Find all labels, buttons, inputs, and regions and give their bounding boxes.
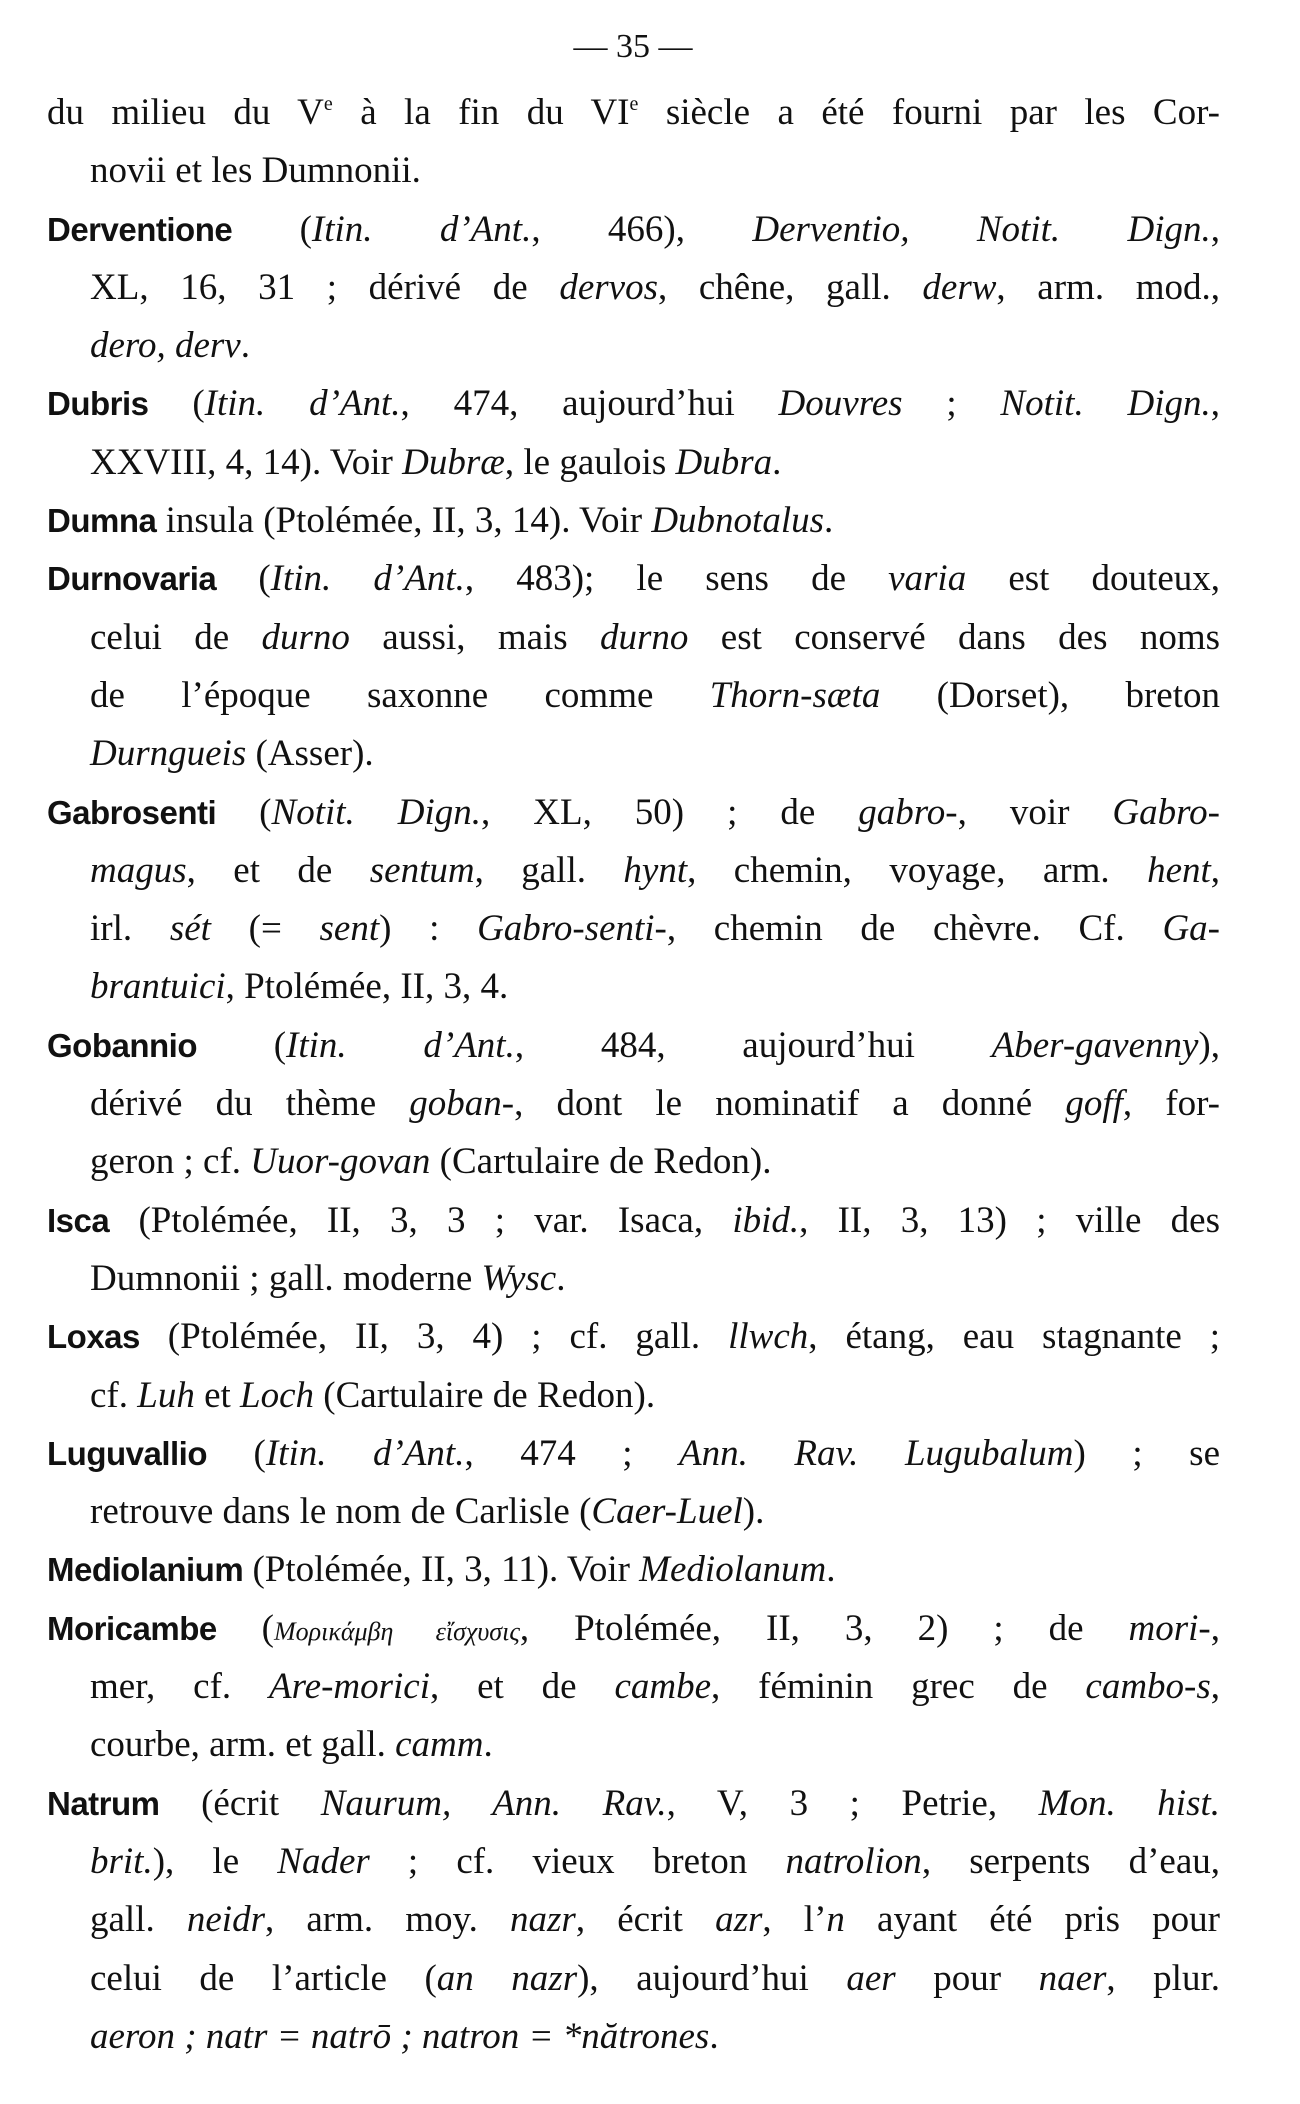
text-line: [47, 1017, 1220, 1075]
headword: Gabrosenti: [47, 793, 217, 831]
italic-text: hent: [1147, 849, 1211, 891]
italic-text: Dubnotalus: [651, 500, 825, 542]
italic-text: Durngueis: [90, 733, 247, 775]
text: , plur.: [1106, 1957, 1220, 1999]
text: , 474, aujourd’hui: [400, 383, 779, 425]
text: ,: [1210, 849, 1221, 891]
dictionary-entry: [47, 201, 1220, 376]
headword: Isca: [47, 1201, 110, 1239]
italic-text: durno: [261, 616, 350, 658]
italic-text: Ga-: [1162, 908, 1220, 950]
text: , Ptolémée, II, 3, 4.: [225, 966, 509, 1008]
text: ; cf. vieux breton: [369, 1840, 786, 1882]
text: , écrit: [575, 1899, 716, 1941]
text: Dumnonii ; gall. moderne: [90, 1257, 482, 1299]
text: , XL, 50) ; de: [481, 791, 859, 833]
italic-text: aer: [846, 1957, 896, 1999]
text-line: [47, 842, 1220, 900]
text: irl.: [90, 908, 170, 950]
text: , II, 3, 13) ; ville des: [799, 1199, 1221, 1241]
text: (écrit: [159, 1782, 321, 1824]
text: (=: [210, 908, 320, 950]
text: , 484, aujourd’hui: [514, 1024, 992, 1066]
italic-text: Nader: [277, 1840, 370, 1882]
text-line: [47, 142, 1220, 200]
text: , et de: [186, 849, 370, 891]
text: ,: [1210, 1666, 1221, 1708]
text: (: [216, 791, 272, 833]
italic-text: Douvres: [778, 383, 903, 425]
text: , chêne, gall.: [657, 266, 923, 308]
text-line: [47, 958, 1220, 1016]
text-line: [47, 900, 1220, 958]
italic-text: nazr: [510, 1899, 576, 1941]
text: ),: [1198, 1024, 1220, 1066]
text: insula (Ptolémée, II, 3, 14). Voir: [156, 500, 652, 542]
text: .: [709, 2015, 719, 2057]
dictionary-entry: [47, 1425, 1220, 1542]
italic-text: brit.: [90, 1840, 153, 1882]
text: mer, cf.: [90, 1666, 270, 1708]
text: (Dorset), breton: [880, 674, 1220, 716]
text: gall.: [90, 1899, 187, 1941]
text: .: [483, 1724, 493, 1766]
text-line: [47, 1950, 1220, 2008]
text-line: [47, 667, 1220, 725]
text: ), le: [152, 1840, 278, 1882]
dictionary-entry: [47, 1541, 1220, 1599]
continued-paragraph: [47, 84, 1220, 201]
italic-text: hynt: [623, 849, 688, 891]
text: .: [240, 325, 250, 367]
text: ayant été pris pour: [844, 1899, 1220, 1941]
text-line: [47, 201, 1220, 259]
text: ,: [1210, 208, 1220, 250]
text: ), aujourd’hui: [577, 1957, 847, 1999]
text: ,: [1210, 1607, 1220, 1649]
text-line: [47, 1658, 1220, 1716]
italic-text: Gabro-: [1112, 791, 1220, 833]
text: celui de: [90, 616, 262, 658]
text-line: [47, 1250, 1220, 1308]
text: (Ptolémée, II, 3, 11). Voir: [243, 1549, 640, 1591]
dictionary-entry: [47, 492, 1220, 550]
superscript: e: [323, 93, 333, 115]
italic-text: Thorn-sæta: [709, 674, 881, 716]
text: (: [196, 1024, 287, 1066]
text-line: [47, 1775, 1220, 1833]
dictionary-entry: [47, 1308, 1220, 1425]
text: du milieu du V: [47, 92, 324, 133]
italic-text: varia: [888, 558, 967, 600]
text: XXVIII, 4, 14). Voir: [90, 441, 403, 483]
text: , V, 3 ; Petrie,: [666, 1782, 1039, 1824]
text: ;: [902, 383, 1001, 425]
italic-text: cambo-s: [1085, 1666, 1211, 1708]
text-line: [47, 84, 1220, 142]
italic-text: Gabro-senti-: [477, 908, 667, 950]
italic-text: Uuor-govan: [250, 1141, 431, 1183]
italic-text: Notit. Dign.: [271, 791, 482, 833]
text: (: [207, 1432, 266, 1474]
text: et: [194, 1374, 241, 1416]
italic-text: gabro-: [858, 791, 958, 833]
text: , dont le nominatif a donné: [514, 1083, 1066, 1125]
italic-text: mori-: [1128, 1607, 1211, 1649]
text: ,: [1210, 383, 1220, 425]
text: ).: [742, 1491, 765, 1533]
page-number: — 35 —: [573, 28, 693, 65]
italic-text: Itin. d’Ant.: [265, 1432, 465, 1474]
text: novii et les Dumnonii.: [90, 150, 421, 192]
text: , l’: [762, 1899, 827, 1941]
italic-text: azr: [715, 1899, 763, 1941]
italic-text: sét: [169, 908, 211, 950]
italic-text: Caer-Luel: [591, 1491, 743, 1533]
text: , étang, eau stagnante ;: [808, 1316, 1220, 1358]
text-line: [47, 1600, 1220, 1658]
text: , voir: [957, 791, 1113, 833]
text: (Ptolémée, II, 3, 4) ; cf. gall.: [139, 1316, 729, 1358]
text: , chemin de chèvre. Cf.: [666, 908, 1163, 950]
text-line: [47, 609, 1220, 667]
text: dérivé du thème: [90, 1083, 410, 1125]
italic-text: Dubra: [675, 441, 773, 483]
text: , arm. mod.,: [996, 266, 1220, 308]
text-line: [47, 1367, 1220, 1425]
headword: Dumna: [47, 502, 157, 540]
italic-text: Aber-gavenny: [991, 1024, 1199, 1066]
greek-text: Μορικάμβη εἴσχυσις: [274, 1616, 520, 1646]
italic-text: camm: [395, 1724, 484, 1766]
dictionary-entry: [47, 550, 1220, 783]
text-line: [47, 1483, 1220, 1541]
italic-text: sent: [319, 908, 380, 950]
text: (: [216, 1607, 275, 1649]
italic-text: Notit. Dign.: [1000, 383, 1211, 425]
text-line: [47, 1541, 1220, 1599]
italic-text: Wysc: [481, 1257, 557, 1299]
headword: Moricambe: [47, 1609, 217, 1647]
text: est conservé dans des noms: [688, 616, 1220, 658]
text-line: [47, 725, 1220, 783]
dictionary-entry: [47, 375, 1220, 492]
headword: Natrum: [47, 1784, 160, 1822]
italic-text: Ann. Rav. Lugubalum: [679, 1432, 1074, 1474]
text: (: [216, 558, 271, 600]
italic-text: brantuici: [90, 966, 226, 1008]
headword: Durnovaria: [47, 560, 217, 598]
text: celui de l’article (: [90, 1957, 437, 1999]
dictionary-entry: [47, 1775, 1220, 2066]
text-line: [47, 1891, 1220, 1949]
text: , for-: [1122, 1083, 1220, 1125]
italic-text: aeron ; natr = natrō ; natron = *nătrones: [90, 2015, 710, 2057]
italic-text: Mon. hist.: [1038, 1782, 1221, 1824]
headword: Mediolanium: [47, 1551, 244, 1589]
italic-text: Itin. d’Ant.: [286, 1024, 515, 1066]
text: cf.: [90, 1374, 138, 1416]
italic-text: n: [826, 1899, 845, 1941]
headword: Loxas: [47, 1318, 140, 1356]
italic-text: dero, derv: [90, 325, 241, 367]
italic-text: an nazr: [436, 1957, 578, 1999]
text: à la fin du VI: [332, 92, 630, 133]
headword: Luguvallio: [47, 1434, 207, 1472]
text: pour: [895, 1957, 1039, 1999]
text: (Cartulaire de Redon).: [430, 1141, 772, 1183]
italic-text: Itin. d’Ant.: [204, 383, 401, 425]
italic-text: neidr: [186, 1899, 265, 1941]
italic-text: naer: [1038, 1957, 1107, 1999]
text: de l’époque saxonne comme: [90, 674, 710, 716]
text: , gall.: [474, 849, 624, 891]
headword: Gobannio: [47, 1026, 197, 1064]
text: ) ; se: [1073, 1432, 1220, 1474]
text-line: [47, 317, 1220, 375]
italic-text: goban-: [409, 1083, 515, 1125]
text: , arm. moy.: [264, 1899, 511, 1941]
text-line: [47, 1716, 1220, 1774]
italic-text: Itin. d’Ant.: [311, 208, 532, 250]
italic-text: durno: [600, 616, 689, 658]
text-line: [47, 1192, 1220, 1250]
text-line: [47, 550, 1220, 608]
text: , le gaulois: [504, 441, 676, 483]
text: .: [826, 1549, 836, 1591]
text: (Cartulaire de Redon).: [314, 1374, 656, 1416]
text: , féminin grec de: [711, 1666, 1086, 1708]
superscript: e: [629, 93, 639, 115]
headword: Derventione: [47, 210, 233, 248]
text: (: [232, 208, 312, 250]
text: , chemin, voyage, arm.: [687, 849, 1148, 891]
text: ) :: [379, 908, 478, 950]
text: (: [148, 383, 205, 425]
italic-text: natrolion: [785, 1840, 922, 1882]
text-line: [47, 2008, 1220, 2066]
text-line: [47, 492, 1220, 550]
italic-text: Loch: [240, 1374, 315, 1416]
italic-text: Derventio, Notit. Dign.: [752, 208, 1211, 250]
italic-text: magus: [90, 849, 187, 891]
text: , 474 ;: [464, 1432, 680, 1474]
italic-text: llwch: [728, 1316, 809, 1358]
dictionary-text: [47, 84, 1220, 2066]
text: aussi, mais: [349, 616, 601, 658]
headword: Dubris: [47, 385, 149, 423]
text-line: [47, 259, 1220, 317]
text: .: [824, 500, 834, 542]
text: est douteux,: [966, 558, 1220, 600]
text-line: [47, 784, 1220, 842]
italic-text: dervos: [559, 266, 658, 308]
italic-text: cambe: [614, 1666, 712, 1708]
italic-text: Dubræ: [402, 441, 505, 483]
dictionary-entry: [47, 1192, 1220, 1309]
italic-text: Mediolanum: [639, 1549, 827, 1591]
italic-text: Itin. d’Ant.: [270, 558, 465, 600]
text: retrouve dans le nom de Carlisle (: [90, 1491, 592, 1533]
dictionary-entry: [47, 1600, 1220, 1775]
italic-text: sentum: [369, 849, 475, 891]
italic-text: Are-morici: [269, 1666, 430, 1708]
text: courbe, arm. et gall.: [90, 1724, 396, 1766]
dictionary-entry: [47, 1017, 1220, 1192]
text-line: [47, 1425, 1220, 1483]
text: , et de: [430, 1666, 615, 1708]
text: XL, 16, 31 ; dérivé de: [90, 266, 560, 308]
text: siècle a été fourni par les Cor-: [638, 92, 1220, 133]
text: .: [772, 441, 782, 483]
italic-text: ibid.: [732, 1199, 800, 1241]
italic-text: Luh: [137, 1374, 195, 1416]
text-line: [47, 1133, 1220, 1191]
text: , 466),: [531, 208, 753, 250]
text: , 483); le sens de: [464, 558, 889, 600]
text: , Ptolémée, II, 3, 2) ; de: [519, 1607, 1129, 1649]
text: geron ; cf.: [90, 1141, 251, 1183]
text: (Ptolémée, II, 3, 3 ; var. Isaca,: [109, 1199, 733, 1241]
text-line: [47, 1833, 1220, 1891]
text-line: [47, 1308, 1220, 1366]
italic-text: derw: [922, 266, 997, 308]
text-line: [47, 375, 1220, 433]
text: , serpents d’eau,: [921, 1840, 1220, 1882]
dictionary-entry: [47, 784, 1220, 1017]
text: .: [556, 1257, 566, 1299]
italic-text: Naurum, Ann. Rav.: [320, 1782, 667, 1824]
italic-text: goff: [1065, 1083, 1123, 1125]
text-line: [47, 1075, 1220, 1133]
text-line: [47, 434, 1220, 492]
text: (Asser).: [246, 733, 374, 775]
